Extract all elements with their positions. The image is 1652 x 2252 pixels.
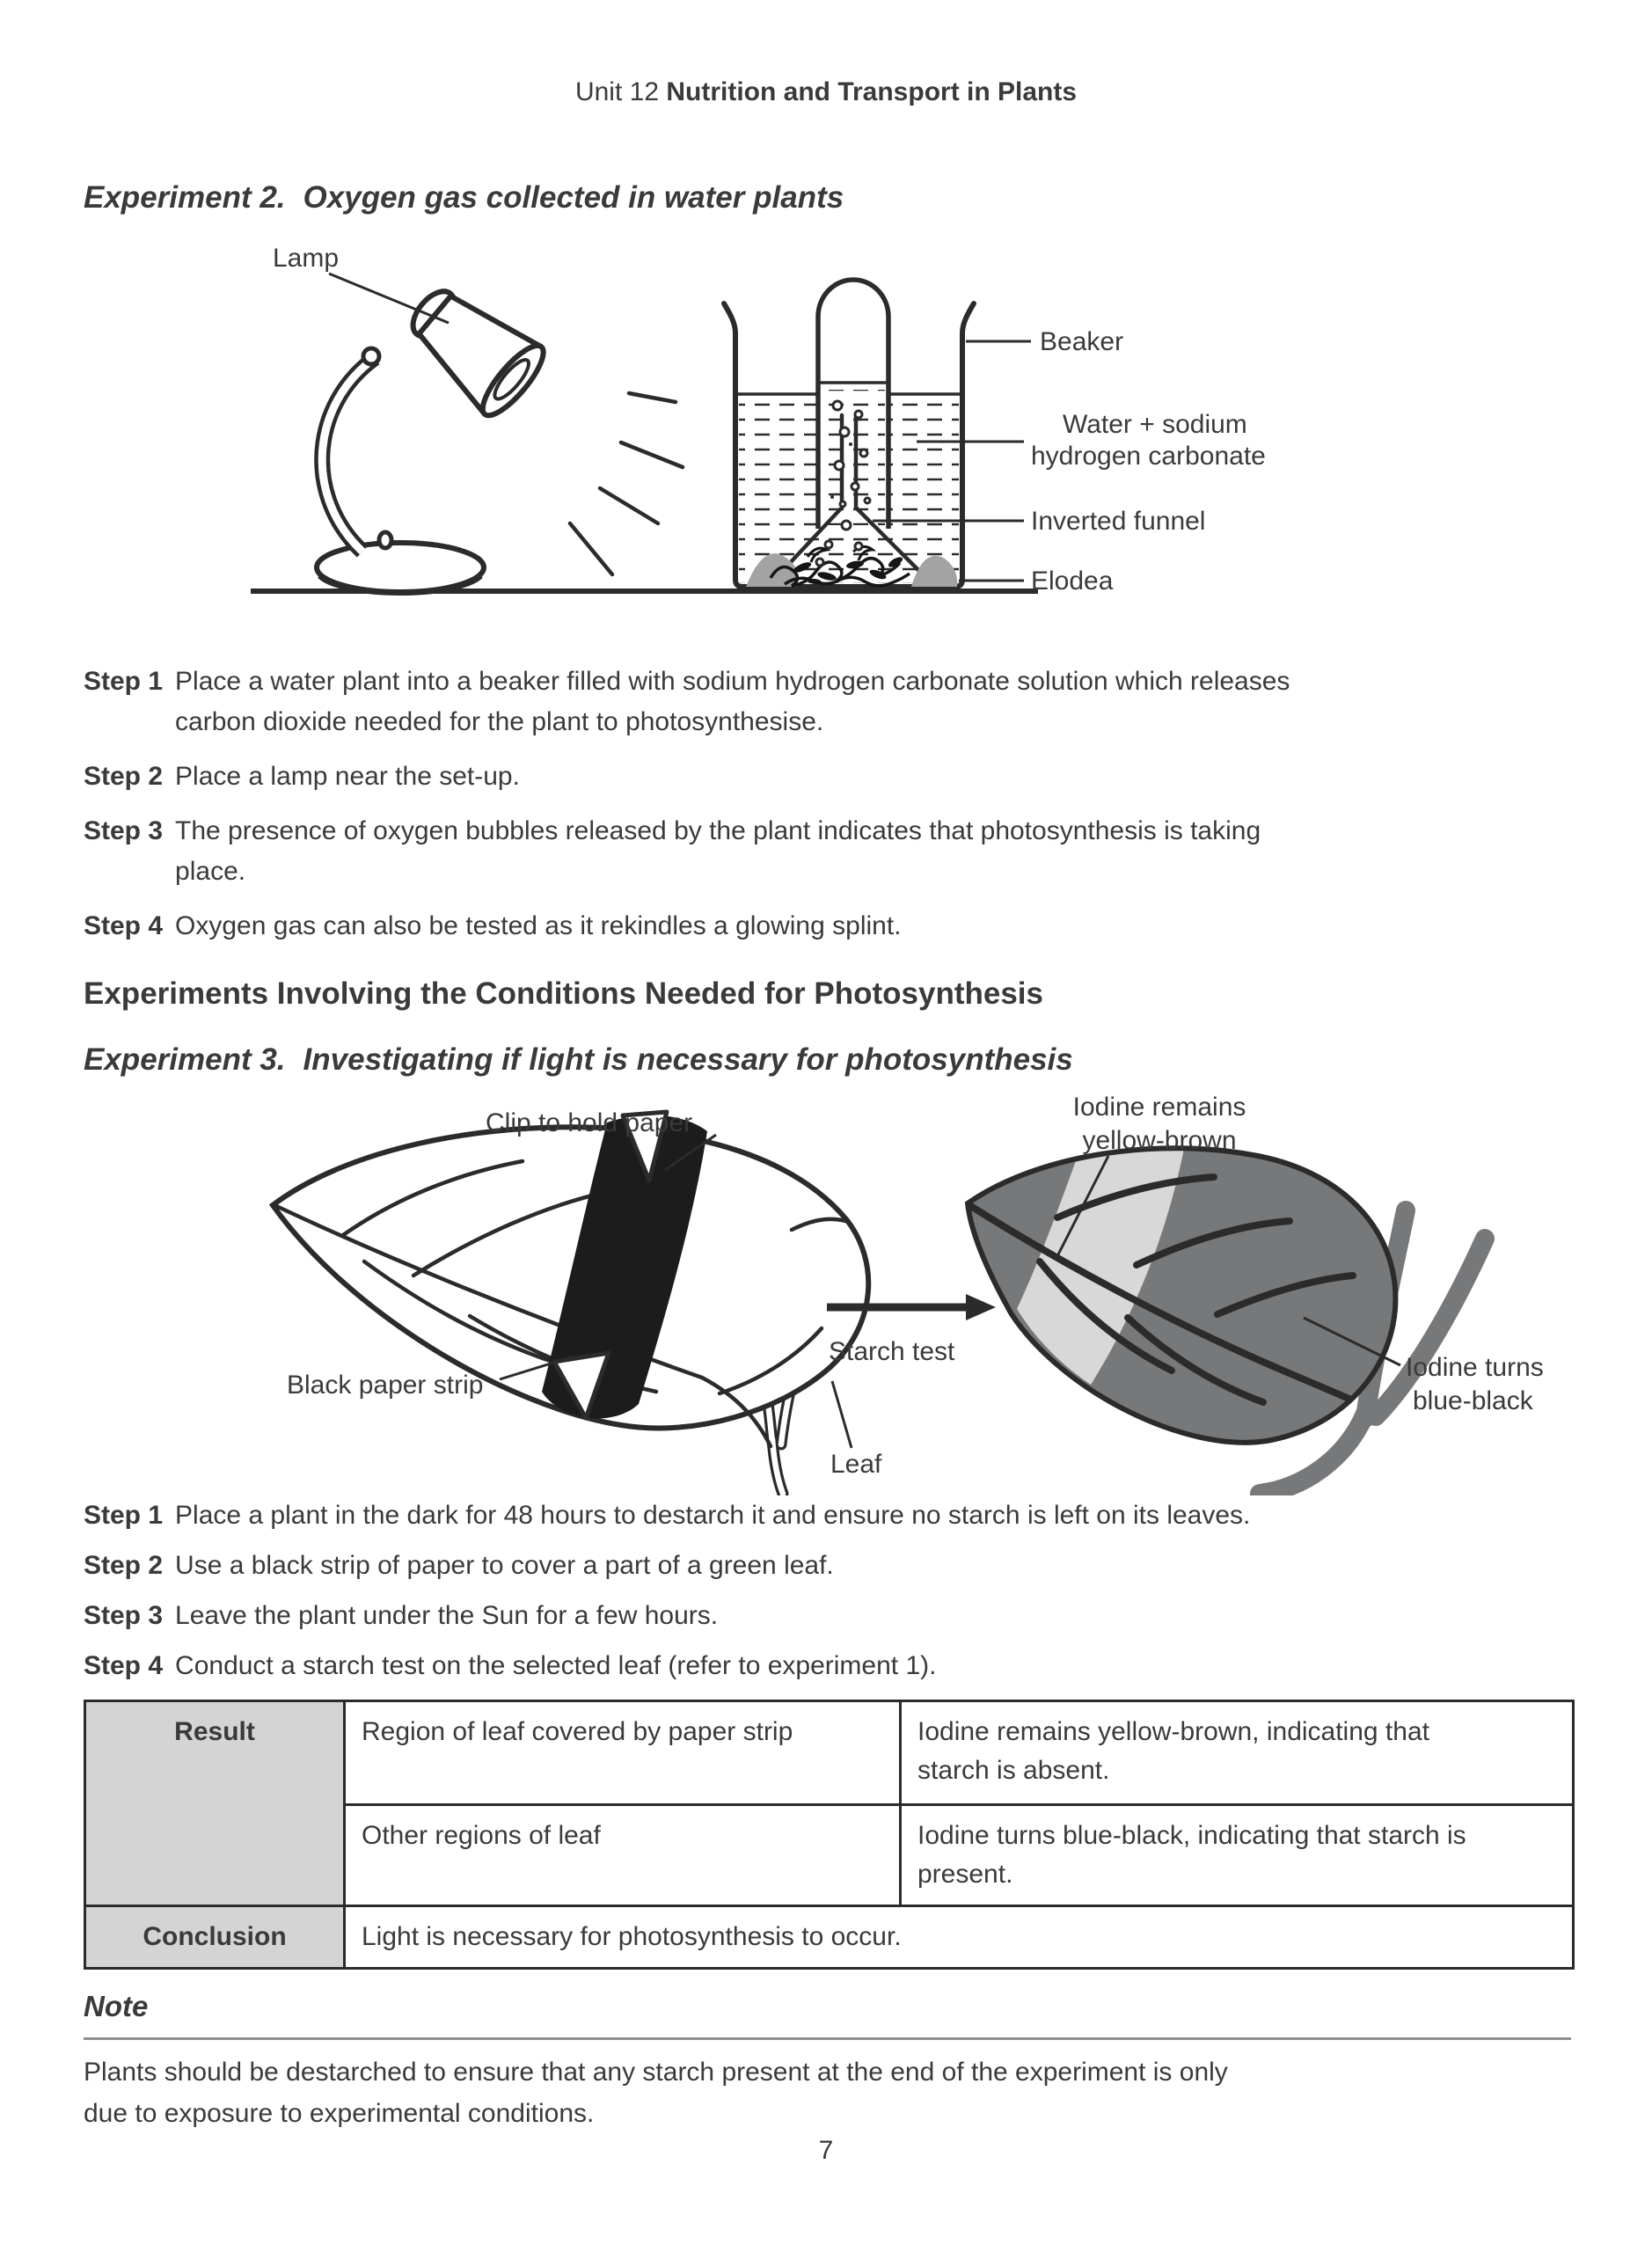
step-label: Step 3 [84, 1601, 164, 1630]
section-heading: Experiments Involving the Conditions Needed for Photosynthesis [84, 976, 1043, 1011]
unit-label: Unit 12 [574, 77, 660, 106]
lamp-head [394, 270, 552, 423]
step-row [84, 1495, 1579, 1536]
clip-label: Clip to hold paper [486, 1108, 693, 1137]
observation-text: Iodine remains yellow-brown, indicating that starch is absent. [917, 1717, 1429, 1785]
observation-text: Iodine turns blue-black, indicating that starch is present. [917, 1821, 1466, 1889]
covered-leaf-illustration [273, 1112, 868, 1494]
note-heading: Note [84, 1990, 149, 2022]
step-row [84, 1646, 1579, 1686]
elodea-label: Elodea [1031, 567, 1114, 596]
light-rays-icon [570, 393, 683, 574]
bubble-dot [849, 442, 852, 446]
lamp-joint [363, 348, 379, 364]
step-label: Step 3 [84, 816, 164, 845]
conclusion-header-cell: Conclusion [85, 1906, 345, 1969]
page-number: 7 [818, 2136, 834, 2165]
note-line: due to exposure to experimental conditions. [84, 2099, 595, 2128]
step-label: Step 2 [84, 1551, 164, 1580]
leaf-pointer-line [832, 1381, 852, 1448]
experiment2-title [84, 180, 844, 216]
unit-title: Nutrition and Transport in Plants [666, 77, 1078, 106]
black-strip-label: Black paper strip [287, 1371, 484, 1400]
arrow-head [966, 1294, 996, 1320]
experiment3-steps [84, 1495, 1579, 1686]
step-label: Step 2 [84, 762, 164, 791]
table-row [85, 1701, 1574, 1805]
tube-water-pattern [822, 390, 885, 525]
iodine-blue-label-line1: Iodine turns [1406, 1353, 1544, 1382]
experiment3-name: Investigating if light is necessary for photosynthesis [303, 1042, 1073, 1077]
step-row [84, 1596, 1579, 1636]
step-label: Step 4 [84, 911, 164, 940]
conclusion-cell: Light is necessary for photosynthesis to occur. [345, 1906, 1574, 1969]
iodine-yellow-label-line2: yellow-brown [1082, 1126, 1237, 1155]
step-text: Leave the plant under the Sun for a few hours. [175, 1601, 719, 1630]
step-text: Place a plant in the dark for 48 hours to destarch it and ensure no starch is left on its leaves. [175, 1501, 1251, 1530]
step-row [84, 811, 1526, 892]
tested-leaf-illustration [968, 1143, 1485, 1495]
beaker-setup-illustration [724, 280, 974, 587]
water-label-line1: Water + sodium [1063, 410, 1247, 439]
step-row [84, 662, 1526, 742]
note-text [84, 2051, 1571, 2134]
step-row [84, 906, 1526, 947]
beaker-label: Beaker [1040, 327, 1124, 356]
experiment3-title [84, 1042, 1073, 1078]
experiment3-label: Experiment 3. [84, 1042, 286, 1077]
step-text: Oxygen gas can also be tested as it rekindles a glowing splint. [175, 911, 902, 940]
experiment2-steps [84, 662, 1526, 947]
iodine-blue-label-line2: blue-black [1413, 1386, 1533, 1415]
starch-test-label: Starch test [829, 1337, 955, 1366]
lamp-illustration [317, 270, 683, 593]
experiment3-figure [176, 1091, 1583, 1495]
step-text: Place a water plant into a beaker filled with sodium hydrogen carbonate solution which releases carbon dioxide needed for the plant to photosynthesise. [175, 667, 1290, 736]
region-cell: Region of leaf covered by paper strip [345, 1701, 901, 1805]
experiment2-label: Experiment 2. [84, 180, 286, 215]
inverted-funnel-label: Inverted funnel [1031, 507, 1206, 536]
note-divider [84, 2037, 1571, 2040]
step-text: The presence of oxygen bubbles released by the plant indicates that photosynthesis is taking place. [175, 816, 1261, 886]
step-row [84, 757, 1526, 797]
observation-cell [901, 1805, 1574, 1906]
step-label: Step 4 [84, 1651, 164, 1680]
lamp-label: Lamp [273, 244, 340, 273]
step-label: Step 1 [84, 1501, 164, 1530]
lamp-switch [379, 532, 391, 548]
result-header-cell: Result [85, 1701, 345, 1906]
experiment2-figure [238, 233, 1293, 620]
page-header [0, 77, 1652, 107]
bubble-dot [830, 495, 834, 499]
observation-cell [901, 1701, 1574, 1805]
step-text: Conduct a starch test on the selected leaf (refer to experiment 1). [175, 1651, 937, 1680]
experiment2-name: Oxygen gas collected in water plants [303, 180, 844, 215]
lamp-base [317, 543, 484, 592]
water-label-line2: hydrogen carbonate [1031, 442, 1266, 471]
step-text: Use a black strip of paper to cover a part of a green leaf. [175, 1551, 834, 1580]
step-label: Step 1 [84, 667, 164, 696]
iodine-yellow-label-line1: Iodine remains [1072, 1093, 1246, 1122]
region-cell: Other regions of leaf [345, 1805, 901, 1906]
results-table [84, 1700, 1575, 1970]
step-text: Place a lamp near the set-up. [175, 762, 520, 791]
step-row [84, 1546, 1579, 1586]
note-line: Plants should be destarched to ensure that any starch present at the end of the experiment is only [84, 2058, 1228, 2087]
table-row [85, 1906, 1574, 1969]
leaf-label: Leaf [830, 1450, 882, 1479]
